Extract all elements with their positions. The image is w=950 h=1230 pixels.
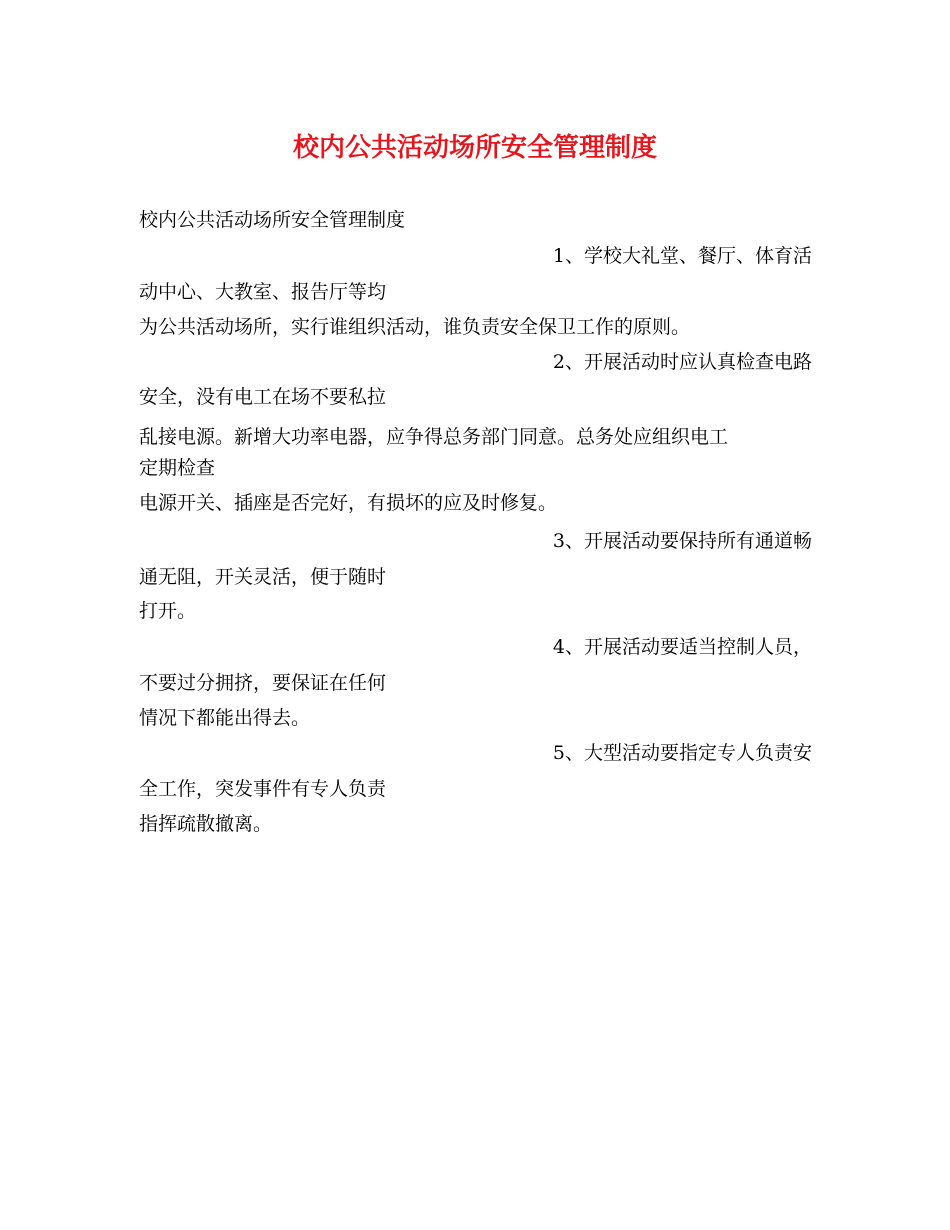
intro-heading-line: 校内公共活动场所安全管理制度: [139, 209, 406, 231]
item-5-line-3: 指挥疏散撤离。: [139, 813, 273, 835]
item-2-line-5: 电源开关、插座是否完好，有损坏的应及时修复。: [139, 492, 558, 514]
item-1-line-3: 为公共活动场所，实行谁组织活动，谁负责安全保卫工作的原则。: [139, 316, 691, 338]
document-title: 校内公共活动场所安全管理制度: [292, 133, 657, 163]
item-2-line-4: 定期检查: [139, 457, 216, 479]
item-5-line-2: 全工作，突发事件有专人负责: [139, 778, 387, 800]
item-3-line-2: 通无阻，开关灵活，便于随时: [139, 566, 387, 588]
item-5-line-1: 5、大型活动要指定专人负责安: [552, 742, 812, 764]
item-4-line-1: 4、开展活动要适当控制人员，: [552, 636, 812, 658]
item-4-line-2: 不要过分拥挤，要保证在任何: [139, 672, 387, 694]
item-4-line-3: 情况下都能出得去。: [139, 707, 311, 729]
item-2-line-1: 2、开展活动时应认真检查电路: [552, 351, 812, 373]
item-1-line-2: 动中心、大教室、报告厅等均: [139, 281, 387, 303]
item-2-line-3: 乱接电源。新增大功率电器，应争得总务部门同意。总务处应组织电工: [139, 426, 729, 448]
item-3-line-3: 打开。: [139, 600, 197, 622]
item-3-line-1: 3、开展活动要保持所有通道畅: [552, 530, 812, 552]
item-2-line-2: 安全，没有电工在场不要私拉: [139, 386, 387, 408]
item-1-line-1: 1、学校大礼堂、餐厅、体育活: [552, 245, 812, 267]
